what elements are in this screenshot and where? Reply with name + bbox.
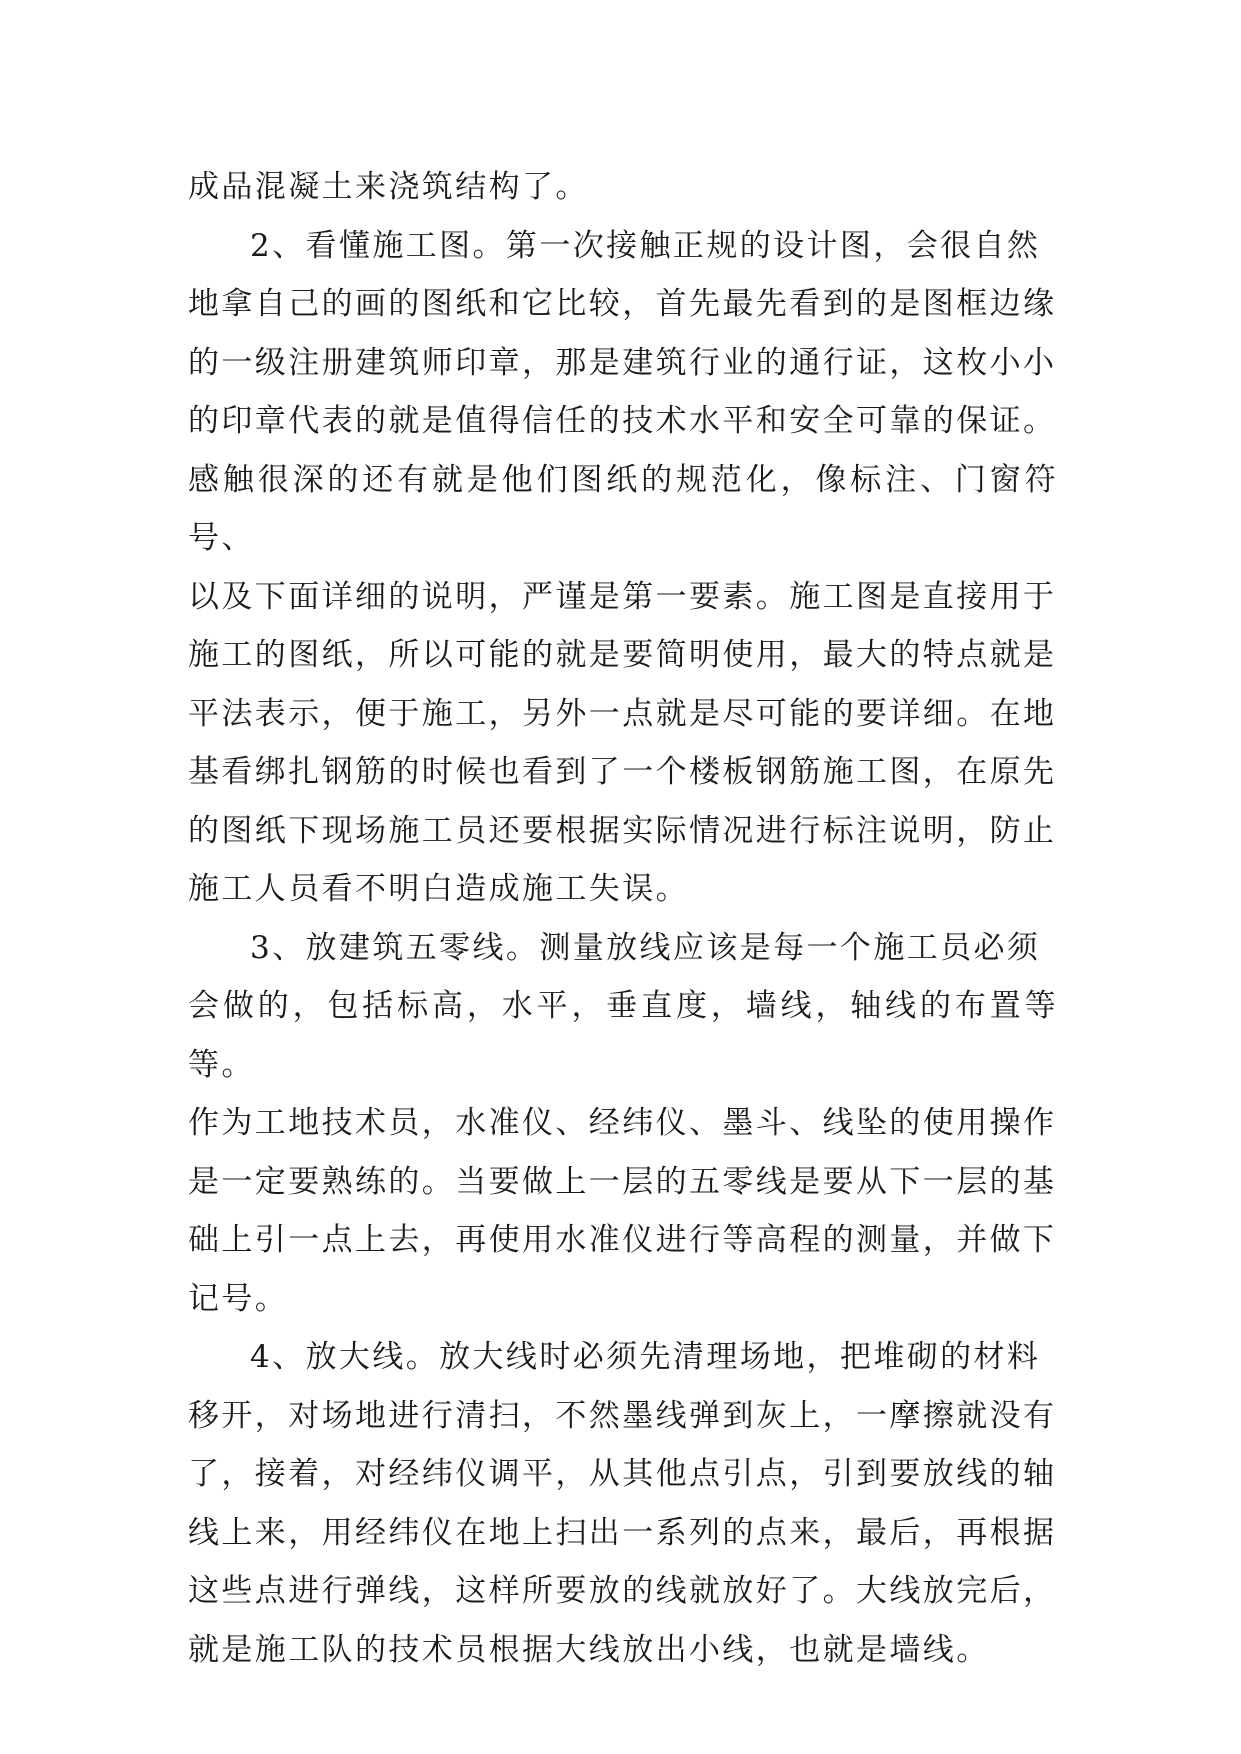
text-line: 感触很深的还有就是他们图纸的规范化，像标注、门窗符号、 [188, 461, 1058, 556]
paragraph-main-line [188, 1328, 1058, 1679]
text-line: 4、放大线。放大线时必须先清理场地，把堆砌的材料 [250, 1339, 1041, 1375]
text-line: 施工人员看不明白造成施工失误。 [188, 871, 689, 907]
text-line: 3、放建筑五零线。测量放线应该是每一个施工员必须 [250, 929, 1041, 966]
text-line: 这些点进行弹线，这样所要放的线就放好了。大线放完后， [188, 1573, 1057, 1609]
text-line: 施工的图纸，所以可能的就是要简明使用，最大的特点就是 [188, 637, 1057, 673]
text-line: 线上来，用经纬仪在地上扫出一系列的点来，最后，再根据 [188, 1514, 1057, 1551]
text-line: 地拿自己的画的图纸和它比较，首先最先看到的是图框边缘 [188, 286, 1057, 322]
text-line: 2、看懂施工图。第一次接触正规的设计图，会很自然 [250, 227, 1041, 264]
text-line: 作为工地技术员，水准仪、经纬仪、墨斗、线坠的使用操作 [188, 1105, 1057, 1141]
text-line: 以及下面详细的说明，严谨是第一要素。施工图是直接用于 [188, 578, 1057, 615]
paragraph-read-drawings [188, 217, 1058, 919]
text-line: 的图纸下现场施工员还要根据实际情况进行标注说明，防止 [188, 812, 1057, 849]
text-line: 了，接着，对经纬仪调平，从其他点引点，引到要放线的轴 [188, 1456, 1057, 1492]
text-line: 就是施工队的技术员根据大线放出小线，也就是墙线。 [188, 1631, 990, 1668]
paragraph-continuation [188, 158, 1058, 217]
text-line: 记号。 [188, 1280, 289, 1317]
text-line: 的一级注册建筑师印章，那是建筑行业的通行证，这枚小小 [188, 344, 1057, 381]
text-line: 础上引一点上去，再使用水准仪进行等高程的测量，并做下 [188, 1222, 1057, 1258]
text-line: 成品混凝土来浇筑结构了。 [188, 169, 589, 205]
text-line: 的印章代表的就是值得信任的技术水平和安全可靠的保证。 [188, 403, 1057, 439]
document-body [188, 158, 1058, 1679]
text-line: 是一定要熟练的。当要做上一层的五零线是要从下一层的基 [188, 1163, 1057, 1200]
text-line: 基看绑扎钢筋的时候也看到了一个楼板钢筋施工图，在原先 [188, 754, 1057, 790]
paragraph-fifty-line [188, 919, 1058, 1329]
text-line: 会做的，包括标高，水平，垂直度，墙线，轴线的布置等等。 [188, 988, 1058, 1083]
text-line: 移开，对场地进行清扫，不然墨线弹到灰上，一摩擦就没有 [188, 1397, 1057, 1434]
text-line: 平法表示，便于施工，另外一点就是尽可能的要详细。在地 [188, 695, 1057, 732]
